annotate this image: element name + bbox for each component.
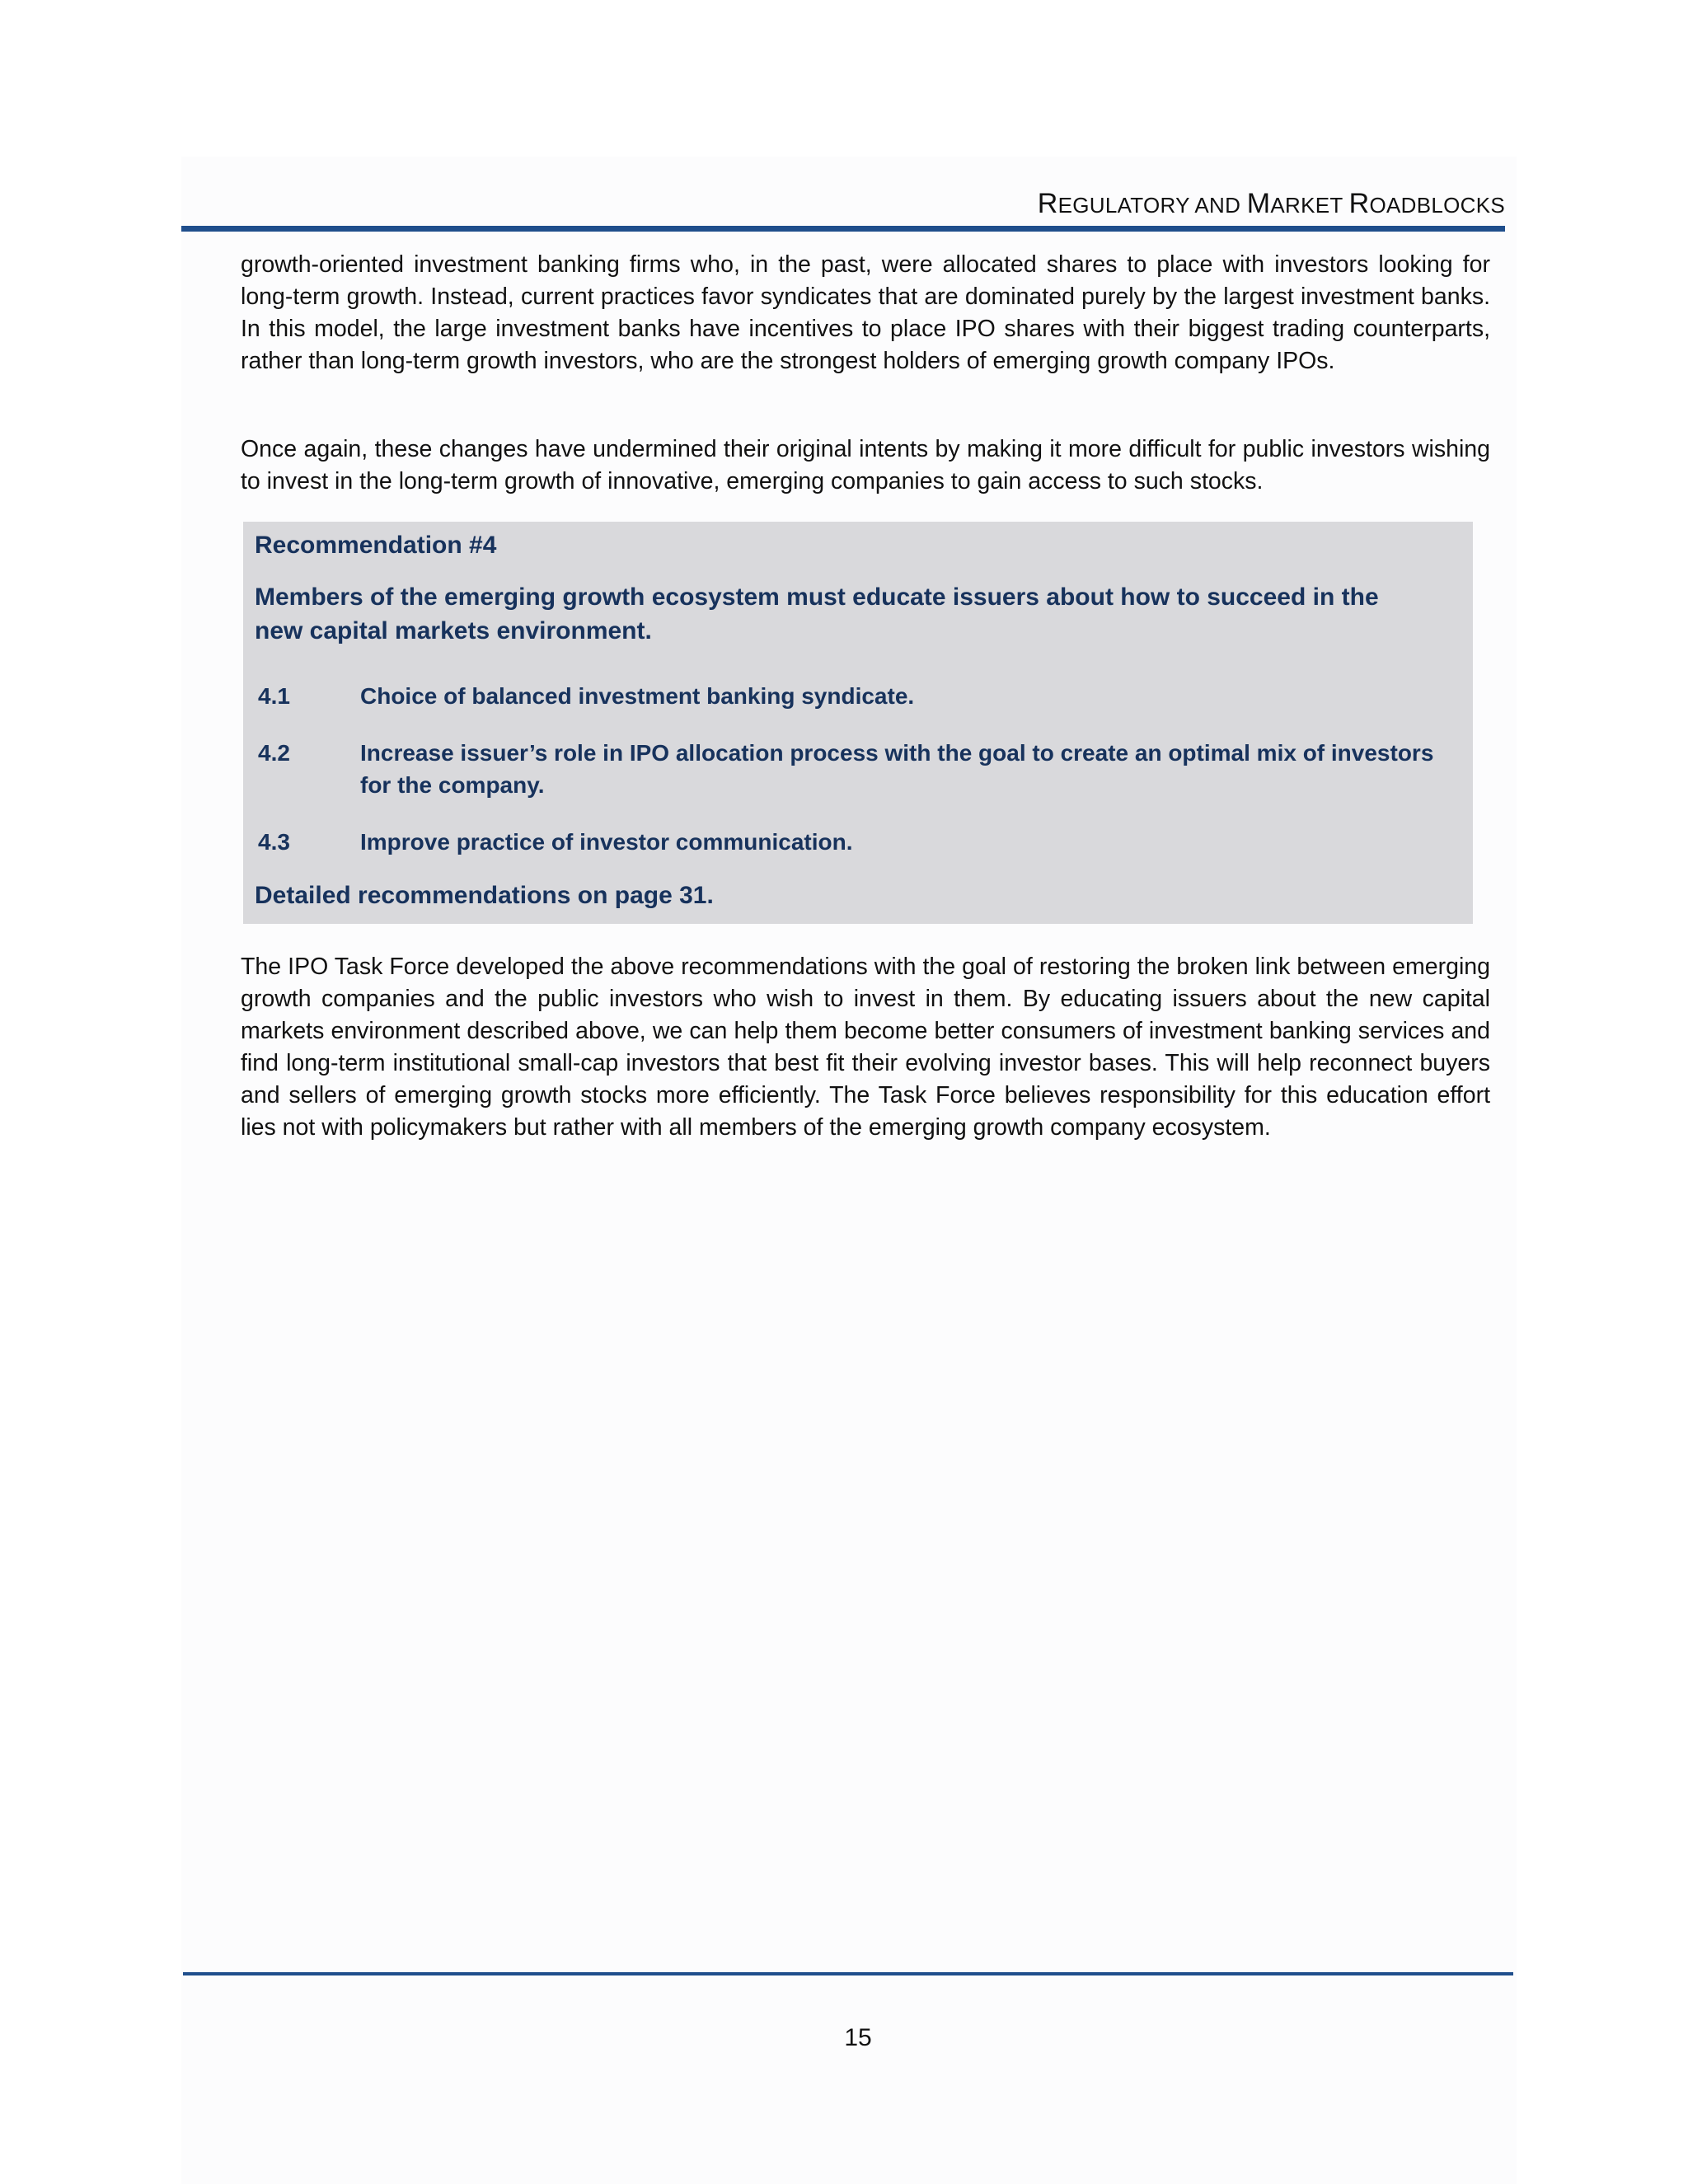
body-paragraph: The IPO Task Force developed the above recommendations with the goal of restoring the broken link between emerging growth companies and the public investors who wish to invest in them. By educating issuers about the new capital markets environment described above, we can help them become better consumers of investment banking services and find long-term institutional small-cap investors that best fit their evolving investor bases. This will help reconnect buyers and sellers of emerging growth stocks more efficiently. The Task Force believes responsibility for this education effort lies not with policymakers but rather with all members of the emerging growth company ecosystem. [241,954,1490,1141]
recommendation-box [243,522,1473,924]
running-header-part: OADBLOCKS [1369,193,1505,218]
recommendation-title: Recommendation #4 [255,532,497,559]
body-paragraph: growth-oriented investment banking firms who, in the past, were allocated shares to place with investors looking for long-term growth. Instead, current practices favor syndicates that are dominated purely by the largest investment banks. In this model, the large investment banks have incentives to place IPO shares with their biggest trading counterparts, rather than long-term growth investors, who are the strongest holders of emerging growth company IPOs. [241,251,1490,374]
recommendation-item-number: 4.2 [258,740,290,766]
running-header-part: ARKET [1270,193,1349,218]
running-header-part: R [1037,188,1058,219]
page-number: 15 [844,2024,872,2051]
recommendation-page-reference: Detailed recommendations on page 31. [255,882,714,909]
recommendation-item-number: 4.3 [258,829,290,855]
running-header [1038,188,1505,220]
recommendation-item-text: Improve practice of investor communication. [360,829,853,855]
recommendation-item-text: Increase issuer’s role in IPO allocation process with the goal to create an optimal mix of investors for the company. [360,740,1434,798]
recommendation-item-number: 4.1 [258,683,290,709]
body-paragraph: Once again, these changes have undermined their original intents by making it more difficult for public investors wishing to invest in the long-term growth of innovative, emerging companies to gain access to such stocks. [241,436,1490,494]
recommendation-item-text: Choice of balanced investment banking syndicate. [360,683,915,709]
footer-rule [183,1972,1513,1975]
header-rule [181,226,1505,232]
running-header-part: EGULATORY AND [1057,193,1247,218]
running-header-part: R [1348,188,1370,219]
running-header-part: M [1246,188,1271,219]
recommendation-headline: Members of the emerging growth ecosystem must educate issuers about how to succeed in the new capital markets environment. [255,583,1379,644]
